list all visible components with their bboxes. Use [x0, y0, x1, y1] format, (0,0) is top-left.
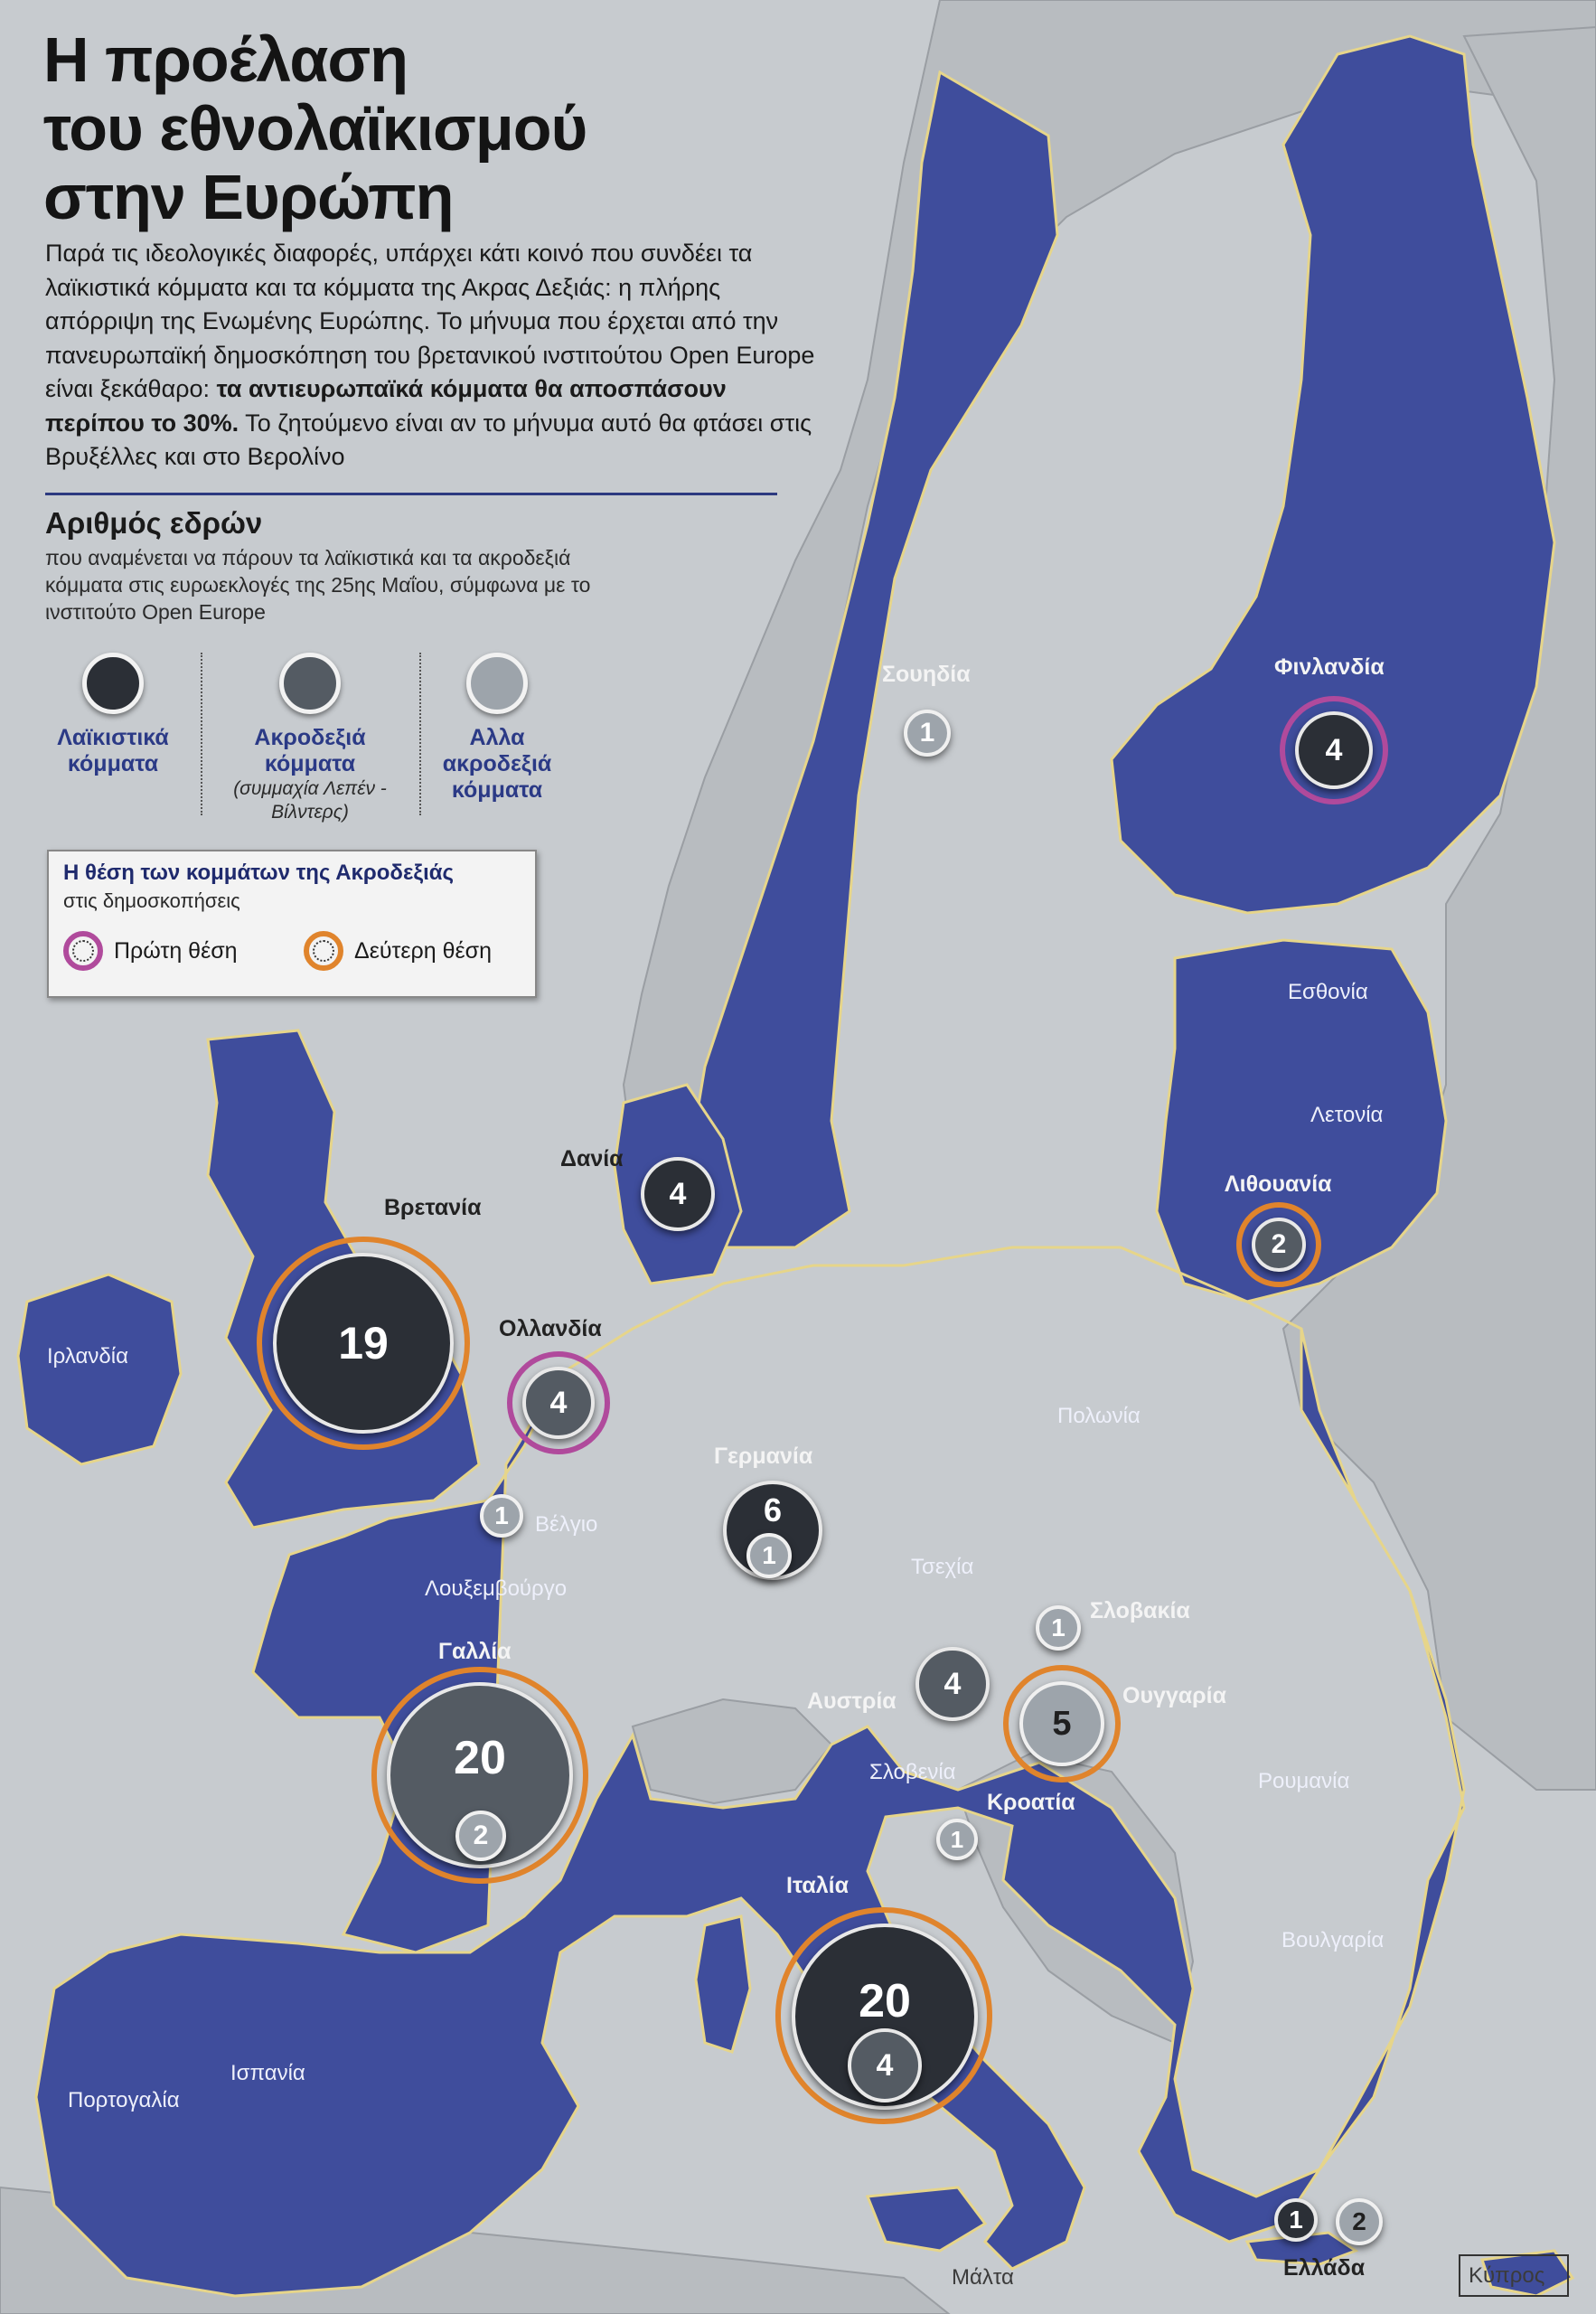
label-latvia: Λετονία — [1310, 1103, 1384, 1127]
other-far-right-swatch — [466, 653, 528, 714]
populist-swatch — [82, 653, 144, 714]
far-right-label: Ακροδεξιά κόμματα — [254, 725, 366, 776]
label-lithuania: Λιθουανία — [1225, 1171, 1332, 1197]
italy-populist-seats-badge: 20 — [792, 1924, 978, 2110]
first-place-ring-icon — [63, 931, 103, 971]
far-right-swatch — [279, 653, 341, 714]
title-line-1: Η προέλαση — [43, 24, 408, 95]
belgium-seats-badge: 1 — [480, 1494, 523, 1538]
label-greece: Ελλάδα — [1283, 2255, 1366, 2281]
label-spain: Ισπανία — [230, 2061, 305, 2085]
intro-text — [45, 237, 822, 475]
croatia-seats-badge: 1 — [936, 1819, 978, 1860]
denmark-seats-badge: 4 — [641, 1157, 715, 1231]
label-netherlands: Ολλανδία — [499, 1316, 602, 1341]
sweden-seats-badge: 1 — [904, 710, 951, 757]
title-line-2: του εθνολαϊκισμού — [43, 93, 587, 164]
far-right-note: (συμμαχία Λεπέν - Βίλντερς) — [233, 778, 387, 823]
label-estonia: Εσθονία — [1288, 980, 1368, 1004]
label-czechia: Τσεχία — [911, 1555, 974, 1579]
greece-other-seats-badge: 2 — [1336, 2198, 1383, 2245]
second-place-ring-icon — [304, 931, 343, 971]
intro-bold: τα αντιευρωπαϊκά κόμματα θα αποσπάσουν περίπου το 30%. — [45, 375, 727, 437]
label-croatia: Κροατία — [987, 1790, 1075, 1815]
populist-label: Λαϊκιστικά κόμματα — [57, 725, 169, 776]
label-luxembourg: Λουξεμβούργο — [425, 1576, 568, 1601]
position-legend-title: Η θέση των κομμάτων της Ακροδεξιάς — [63, 861, 454, 885]
label-slovakia: Σλοβακία — [1090, 1598, 1190, 1623]
germany-other-seats-badge: 1 — [746, 1533, 792, 1578]
italy-other-seats-badge: 4 — [848, 2028, 922, 2102]
label-slovenia: Σλοβενία — [869, 1760, 956, 1784]
france-far-right-seats-badge: 20 — [387, 1682, 573, 1868]
austria-seats-badge: 4 — [915, 1647, 990, 1721]
label-france: Γαλλία — [438, 1639, 512, 1664]
label-cyprus: Κύπρος — [1469, 2263, 1545, 2288]
greece-populist-seats-badge: 1 — [1274, 2198, 1318, 2242]
polling-position-legend — [47, 850, 537, 998]
label-ireland: Ιρλανδία — [47, 1344, 128, 1369]
first-place-label: Πρώτη θέση — [114, 937, 238, 964]
page-title — [43, 25, 587, 231]
hungary-seats-badge: 5 — [1019, 1681, 1104, 1766]
label-denmark: Δανία — [560, 1146, 624, 1171]
slovakia-seats-badge: 1 — [1036, 1605, 1081, 1651]
france-other-seats-badge: 2 — [455, 1811, 506, 1861]
seats-legend-heading: Αριθμός εδρών — [45, 506, 263, 540]
lithuania-seats-badge: 2 — [1252, 1218, 1306, 1272]
label-britain: Βρετανία — [384, 1195, 482, 1220]
legend-separator — [419, 653, 421, 815]
seats-legend-subtitle: που αναμένεται να πάρουν τα λαϊκιστικά και τα ακροδεξιά κόμματα στις ευρωεκλογές της 25ης Μαΐου, σύμφωνα με το ινστιτούτο Open Europe — [45, 546, 591, 624]
label-malta: Μάλτα — [952, 2265, 1014, 2290]
label-austria: Αυστρία — [807, 1688, 897, 1714]
second-place-item — [304, 931, 492, 971]
intro-part-1: Παρά τις ιδεολογικές διαφορές, υπάρχει κάτι κοινό που συνδέει τα λαϊκιστικά κόμματα και τα κόμματα της Ακρας Δεξιάς: η πλήρης απόρριψη της Ενωμένης Ευρώπης. Το μήνυμα που έρχεται από την πανευρωπαϊκή δημοσκόπηση του βρετανικού ινστιτούτου Open Europe είναι ξεκάθαρο: — [45, 240, 815, 402]
label-bulgaria: Βουλγαρία — [1281, 1928, 1385, 1952]
netherlands-seats-badge: 4 — [522, 1367, 595, 1439]
finland-seats-badge: 4 — [1295, 711, 1373, 789]
label-poland: Πολωνία — [1057, 1404, 1141, 1428]
position-legend-subtitle: στις δημοσκοπήσεις — [63, 889, 240, 912]
intro-part-2: Το ζητούμενο είναι αν το μήνυμα αυτό θα φτάσει στις Βρυξέλλες και στο Βερολίνο — [45, 409, 812, 470]
label-sweden: Σουηδία — [882, 662, 971, 687]
label-hungary: Ουγγαρία — [1122, 1683, 1226, 1708]
first-place-item — [63, 931, 238, 971]
second-place-label: Δεύτερη θέση — [354, 937, 492, 964]
britain-seats-badge: 19 — [273, 1253, 454, 1434]
title-line-3: στην Ευρώπη — [43, 162, 454, 232]
legend-populist — [45, 653, 181, 777]
other-far-right-label: Αλλα ακροδεξιά κόμματα — [442, 725, 552, 803]
ireland-land — [18, 1275, 181, 1464]
label-finland: Φινλανδία — [1274, 654, 1385, 680]
legend-separator — [201, 653, 202, 815]
label-portugal: Πορτογαλία — [68, 2088, 180, 2112]
legend-other-far-right — [425, 653, 569, 804]
label-italy: Ιταλία — [786, 1873, 849, 1898]
label-romania: Ρουμανία — [1258, 1769, 1350, 1793]
divider — [45, 493, 777, 495]
label-germany: Γερμανία — [714, 1444, 813, 1469]
germany-populist-seats-badge: 6 — [723, 1481, 822, 1580]
label-belgium: Βέλγιο — [535, 1512, 598, 1537]
legend-far-right — [215, 653, 405, 824]
